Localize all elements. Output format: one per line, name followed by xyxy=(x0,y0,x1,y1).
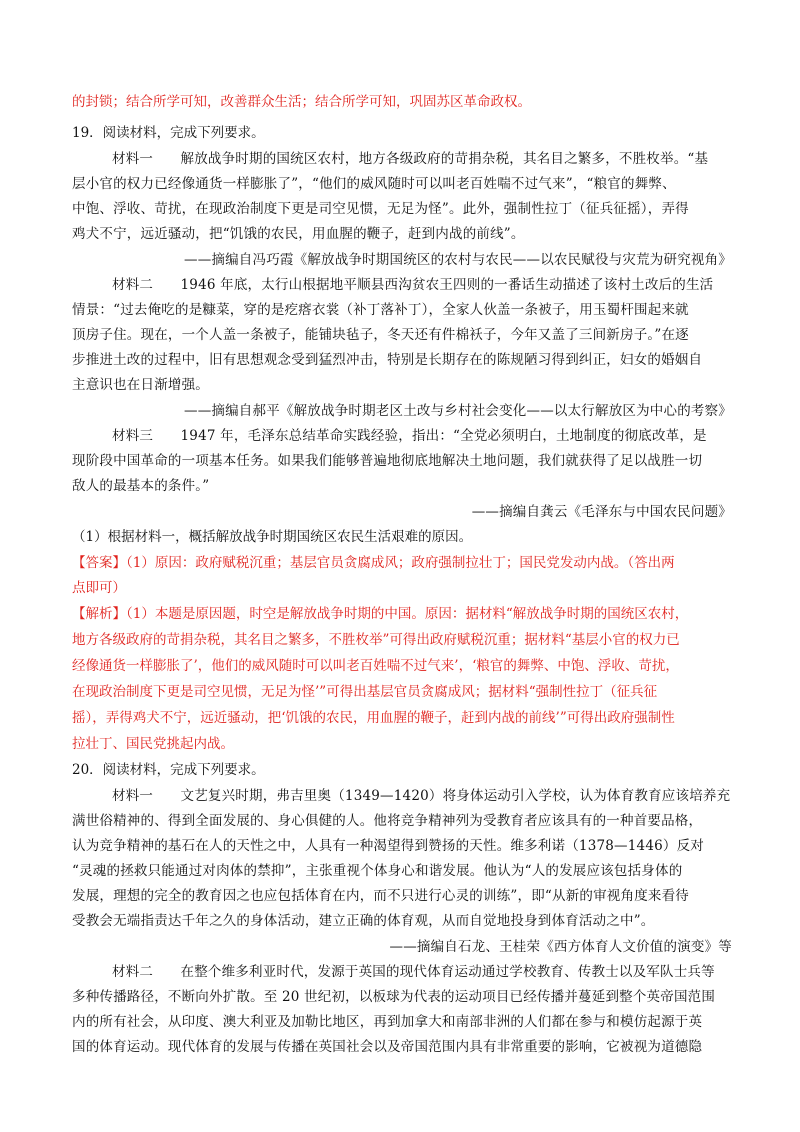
text-line: 中饱、浮收、苛扰，在现政治制度下更是司空见惯，无足为怪”。此外，强制性拉丁（征兵征摇），弄得 xyxy=(72,201,689,217)
text-line: 19．阅读材料，完成下列要求。 xyxy=(72,125,265,141)
text-line: 敌人的最基本的条件。” xyxy=(72,478,210,494)
text-line: 材料二 1946 年底，太行山根据地平顺县西沟贫农王四则的一番话生动描述了该村土改后的生活 xyxy=(112,277,714,293)
text-line: ——摘编自石龙、王桂荣《西方体育人文价值的演变》等 xyxy=(389,939,732,955)
text-line: 20．阅读材料，完成下列要求。 xyxy=(72,762,265,778)
text-line: 层小官的权力已经像通货一样膨胀了”，“他们的威风随时可以叫老百姓喘不过气来”，“粮官的舞弊、 xyxy=(72,176,676,192)
text-line: 材料二 在整个维多利亚时代，发源于英国的现代体育运动通过学校教育、传教士以及军队士兵等 xyxy=(112,964,715,980)
text-line: 认为竞争精神的基石在人的天性之中，人具有一种渴望得到赞扬的天性。维多利诺（1378—1446）反对 xyxy=(72,838,705,854)
text-line: 顶房子住。现在，一个人盖一条被子，能铺块毡子，冬天还有件棉袄子，今年又盖了三间新房子。”在逐 xyxy=(72,327,689,343)
text-line: ——摘编自郝平《解放战争时期老区土改与乡村社会变化——以太行解放区为中心的考察》 xyxy=(184,403,732,419)
text-line: 的封锁；结合所学可知，改善群众生活；结合所学可知，巩固苏区革命政权。 xyxy=(72,94,531,110)
text-line: 材料一 文艺复兴时期，弗吉里奥（1349—1420）将身体运动引入学校，认为体育教育应该培养充 xyxy=(112,788,731,804)
text-line: ——摘编自冯巧霞《解放战争时期国统区的农村与农民——以农民赋役与灾荒为研究视角》 xyxy=(184,252,732,268)
text-line: 满世俗精神的、得到全面发展的、身心俱健的人。他将竞争精神列为受教育者应该具有的一种首要品格， xyxy=(72,813,703,829)
text-line: “灵魂的拯救只能通过对肉体的禁抑”，主张重视个体身心和谐发展。他认为“人的发展应该包括身体的 xyxy=(72,863,683,879)
text-line: 受教会无端指责达千年之久的身体活动，建立正确的体育观，从而自觉地投身到体育活动之中”。 xyxy=(72,913,655,929)
text-line: 【答案】（1）原因：政府赋税沉重；基层官员贪腐成风；政府强制拉壮丁；国民党发动内战。（答出两 xyxy=(72,555,675,571)
text-line: 【解析】（1）本题是原因题，时空是解放战争时期的中国。原因：据材料“解放战争时期的国统区农村， xyxy=(72,606,689,622)
text-line: 步推进土改的过程中，旧有思想观念受到猛烈冲击，特别是长期存在的陈规陋习得到纠正，妇女的婚姻自 xyxy=(72,352,703,368)
text-line: 拉壮丁、国民党挑起内战。 xyxy=(72,736,234,752)
text-line: 在现政治制度下更是司空见惯，无足为怪’”可得出基层官员贪腐成风；据材料“强制性拉丁（征兵征 xyxy=(72,684,658,700)
text-line: （1）根据材料一，概括解放战争时期国统区农民生活艰难的原因。 xyxy=(72,529,473,545)
text-line: 材料一 解放战争时期的国统区农村，地方各级政府的苛捐杂税，其名目之繁多，不胜枚举。“基 xyxy=(112,151,709,167)
text-line: 国的体育运动。现代体育的发展与传播在英国社会以及帝国范围内具有非常重要的影响，它被视为道德隐 xyxy=(72,1039,703,1055)
text-line: 内的所有社会，从印度、澳大利亚及加勒比地区，再到加拿大和南部非洲的人们都在参与和模仿起源于英 xyxy=(72,1014,703,1030)
text-line: 现阶段中国革命的一项基本任务。如果我们能够普遍地彻底地解决土地问题，我们就获得了足以战胜一切 xyxy=(72,453,703,469)
text-line: 多种传播路径，不断向外扩散。至 20 世纪初，以板球为代表的运动项目已经传播并蔓延到整个英帝国范围 xyxy=(72,989,716,1005)
text-line: 鸡犬不宁，远近骚动，把“饥饿的农民，用血腥的鞭子，赶到内战的前线”。 xyxy=(72,226,525,242)
text-line: 发展，理想的完全的教育因之也应包括体育在内，而不只进行心灵的训练”，即“从新的审视角度来看待 xyxy=(72,888,690,904)
text-line: 情景：“过去俺吃的是糠菜，穿的是疙瘩衣裳（补丁落补丁），全家人伙盖一条被子，用玉蜀杆围起来就 xyxy=(72,302,689,318)
text-line: 经像通货一样膨胀了’，他们的威风随时可以叫老百姓喘不过气来’，‘粮官的舞弊、中饱、浮收、苛扰， xyxy=(72,658,679,674)
text-line: 地方各级政府的苛捐杂税，其名目之繁多，不胜枚举”可得出政府赋税沉重；据材料“基层小官的权力已 xyxy=(72,632,680,648)
text-line: ——摘编自龚云《毛泽东与中国农民问题》 xyxy=(471,504,732,520)
text-line: 点即可） xyxy=(72,580,126,596)
text-line: 材料三 1947 年，毛泽东总结革命实践经验，指出：“全党必须明白，土地制度的彻底改革，是 xyxy=(112,428,707,444)
text-line: 主意识也在日渐增强。 xyxy=(72,377,209,393)
text-line: 摇），弄得鸡犬不宁，远近骚动，把‘饥饿的农民，用血腥的鞭子，赶到内战的前线’”可得出政府强制性 xyxy=(72,710,675,726)
